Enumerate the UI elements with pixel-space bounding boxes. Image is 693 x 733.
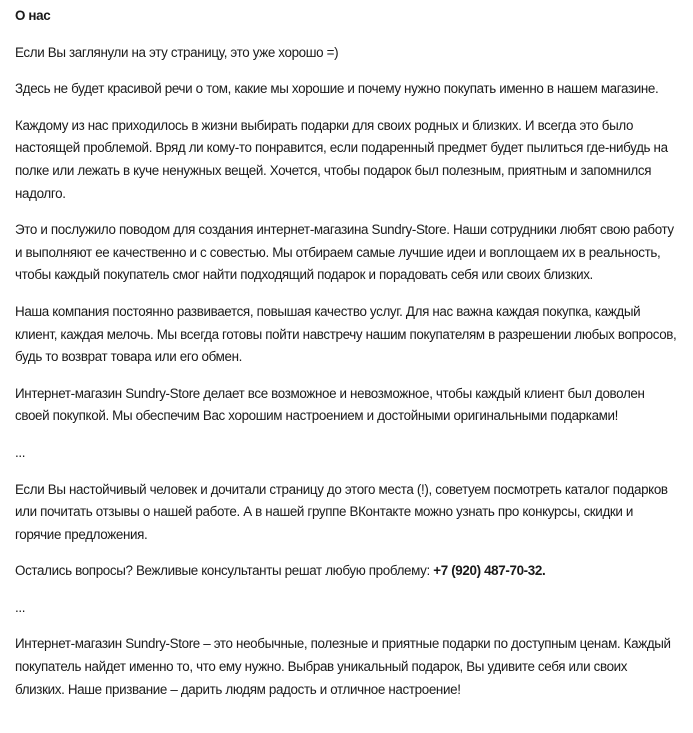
paragraph-intro: Если Вы заглянули на эту страницу, это уже хорошо =)	[15, 44, 339, 60]
page-title: О нас	[15, 8, 51, 23]
paragraph-store-creation: Это и послужило поводом для создания интернет-магазина Sundry-Store. Наши сотрудники любят свою работу и выполняют ее качественно и с совестью. Мы отбираем самые лучшие идеи и воплощаем их в реальность, чтобы каждый покупатель смог найти подходящий подарок и порадовать себя или своих близких.	[15, 222, 674, 283]
paragraph-no-speech: Здесь не будет красивой речи о том, какие мы хорошие и почему нужно покупать именно в нашем магазине.	[15, 81, 659, 97]
separator-ellipsis-2: ...	[15, 599, 26, 615]
paragraph-catalog-reviews: Если Вы настойчивый человек и дочитали страницу до этого места (!), советуем посмотреть каталог подарков или почитать отзывы о нашей работе. А в нашей группе ВКонтакте можно узнать про конкурсы, скидки и горячие предложения.	[15, 481, 668, 542]
contact-phone: +7 (920) 487-70-32.	[433, 563, 546, 579]
paragraph-customer-satisfaction: Интернет-магазин Sundry-Store делает все возможное и невозможное, чтобы каждый клиент был доволен своей покупкой. Мы обеспечим Вас хорошим настроением и достойными оригинальными подарками!	[15, 385, 645, 424]
contact-text: Остались вопросы? Вежливые консультанты решат любую проблему:	[15, 563, 434, 579]
paragraph-contact	[15, 560, 679, 583]
separator-ellipsis: ...	[15, 444, 26, 460]
paragraph-closing: Интернет-магазин Sundry-Store – это необычные, полезные и приятные подарки по доступным ценам. Каждый покупатель найдет именно то, что ему нужно. Выбрав уникальный подарок, Вы удивите себя или своих близких. Наше призвание – дарить людям радость и отличное настроение!	[15, 636, 671, 697]
paragraph-company-growth: Наша компания постоянно развивается, повышая качество услуг. Для нас важна каждая покупка, каждый клиент, каждая мелочь. Мы всегда готовы пойти навстречу нашим покупателям в разрешении любых вопросов, будь то возврат товара или его обмен.	[15, 303, 677, 365]
paragraph-gifts-problem: Каждому из нас приходилось в жизни выбирать подарки для своих родных и близких. И всегда это было настоящей проблемой. Вряд ли кому-то понравится, если подаренный предмет будет пылиться где-нибудь на полке или лежать в куче ненужных вещей. Хочется, чтобы подарок был полезным, приятным и запомнился надолго.	[15, 117, 668, 201]
